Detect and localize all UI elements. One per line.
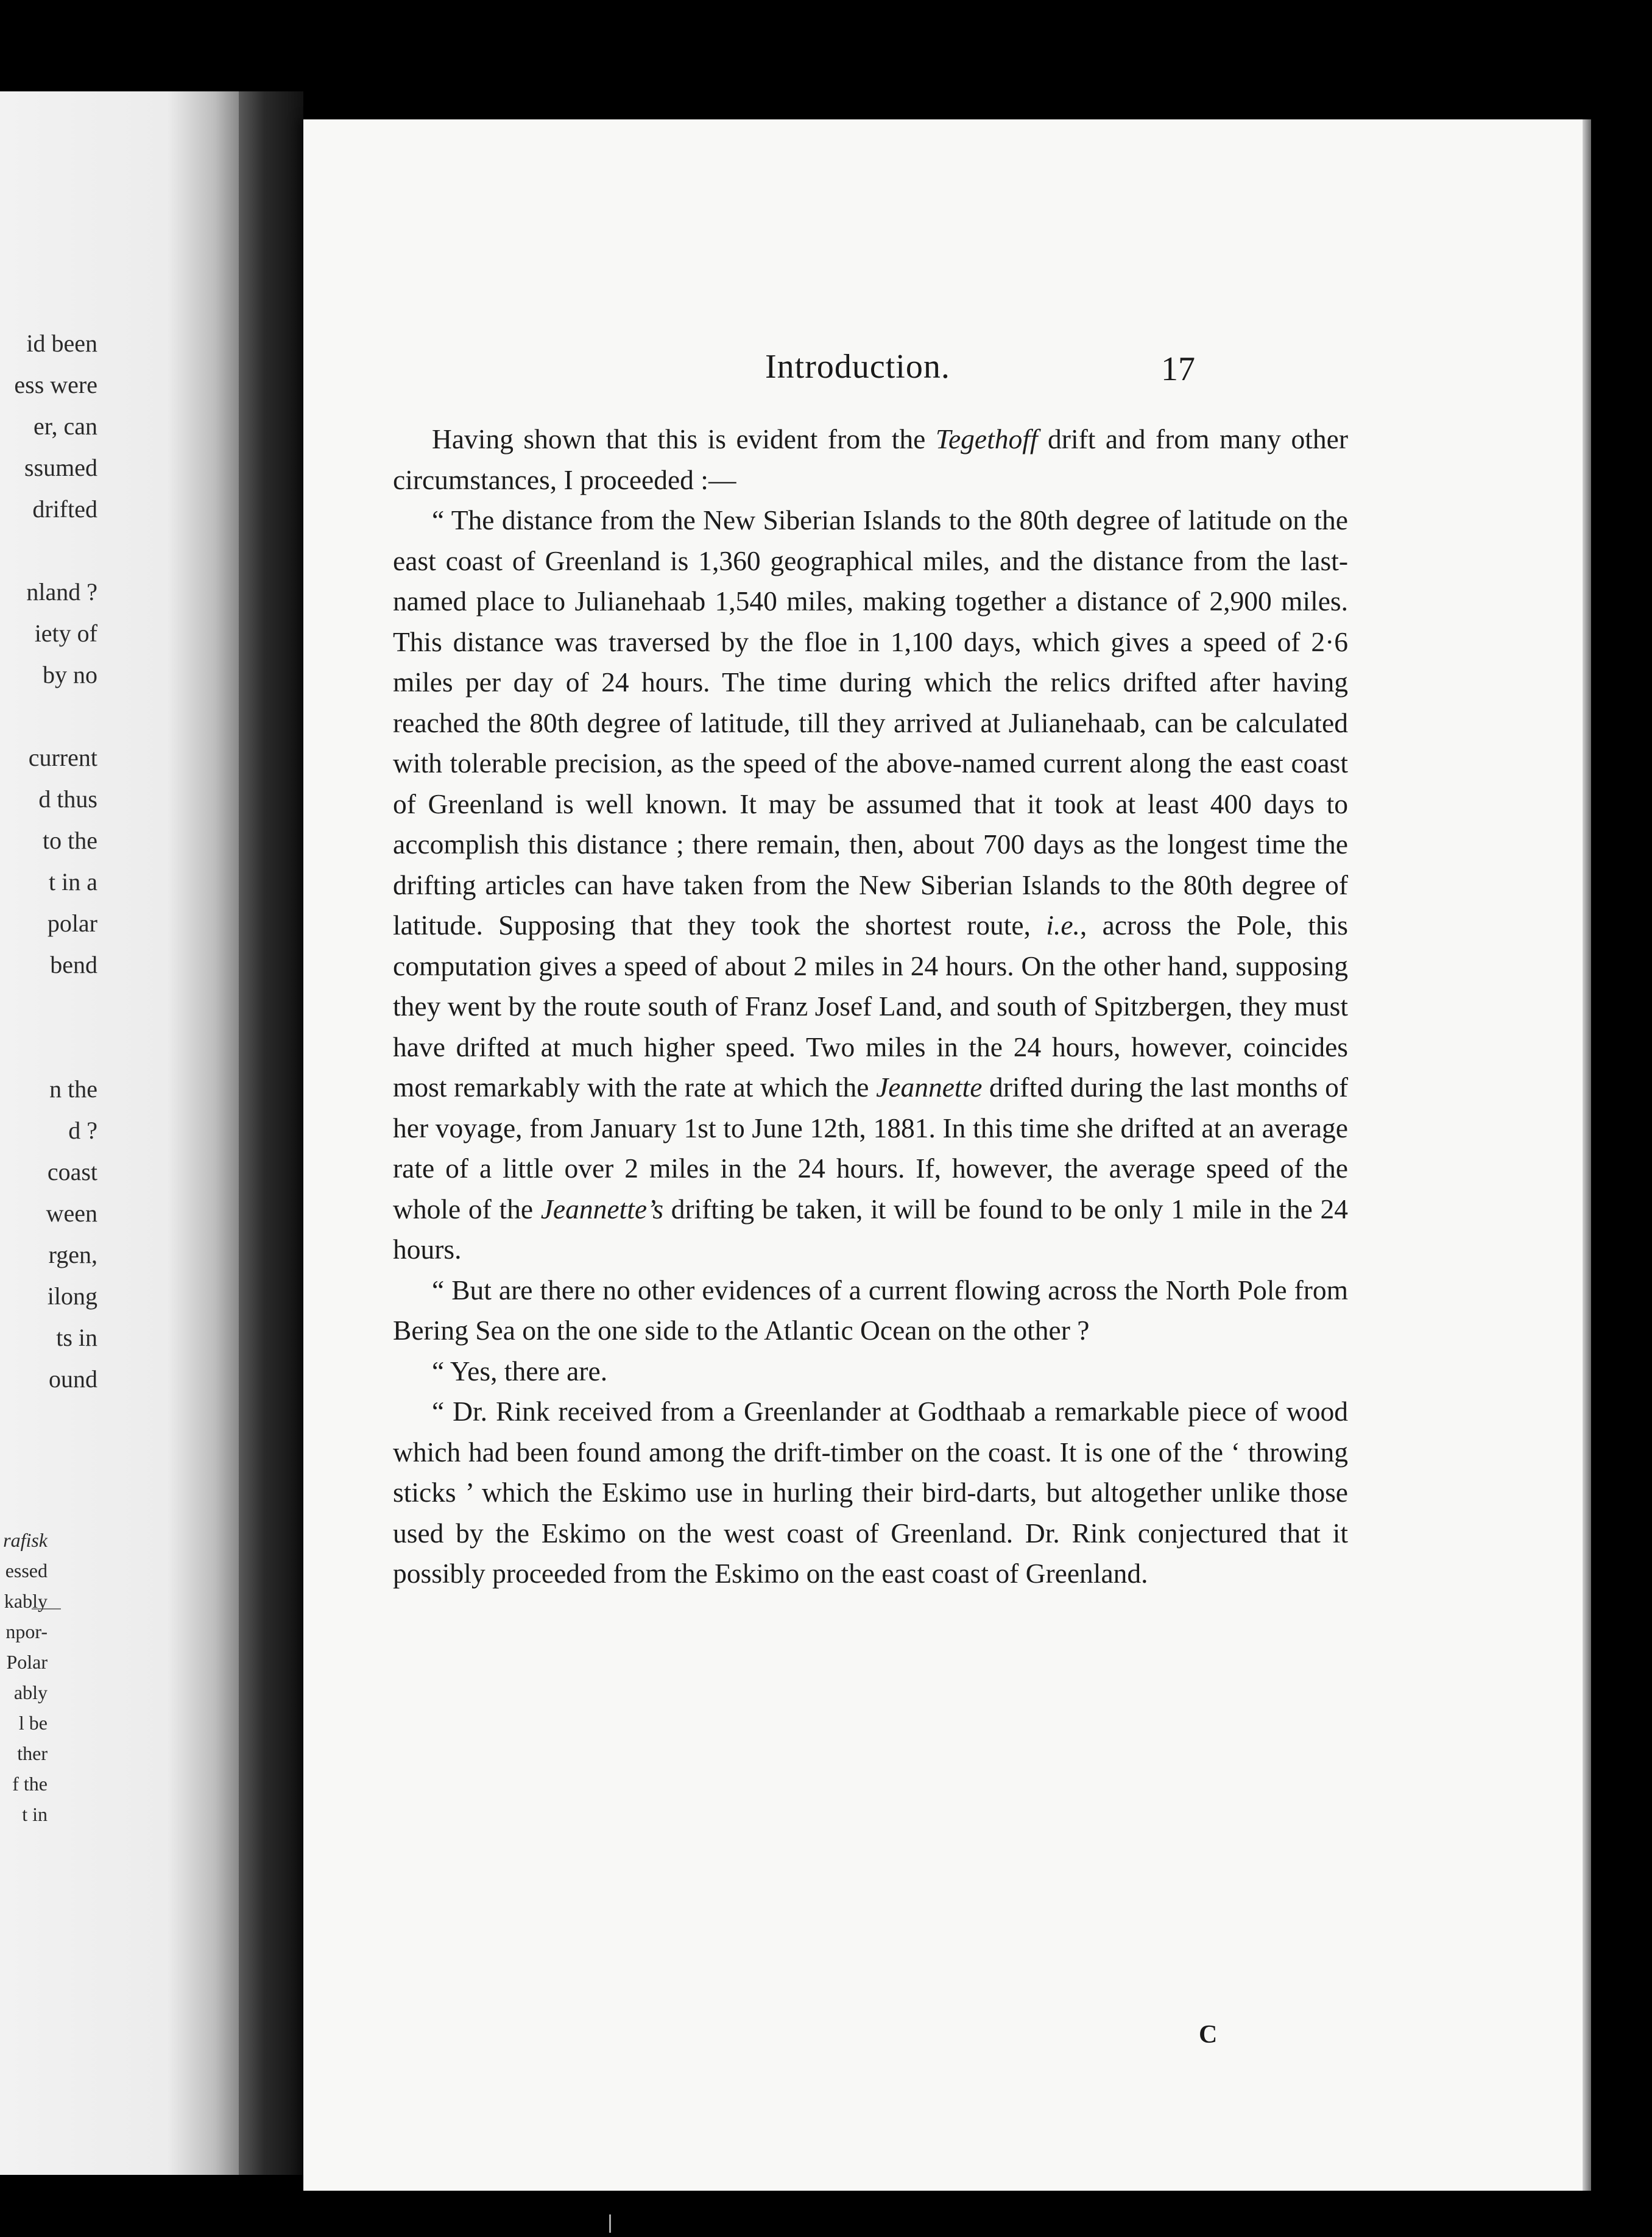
- body-text: [393, 419, 1348, 1594]
- paragraph: [393, 1391, 1348, 1594]
- facing-page-footnote-line: npor-: [5, 1620, 48, 1642]
- text-run: “ Dr. Rink received from a Greenlander at Godthaab a remarkable piece of wood which had been found among the drift-timber on the coast. It is one of the ‘ throwing sticks ’ which the Eskimo use in hurling their bird-darts, but altogether unlike those used by the Eskimo on the west coast of Greenland. Dr. Rink conjectured that it possibly proceeded from the Eskimo on the east coast of Greenland.: [393, 1396, 1348, 1589]
- paragraph: [393, 500, 1348, 1270]
- facing-page-line: polar: [47, 910, 97, 937]
- scan-artifact: [609, 2214, 611, 2233]
- facing-page-footnote-line: essed: [5, 1560, 48, 1581]
- facing-page-footnote-line: rafisk: [3, 1529, 48, 1551]
- facing-page-footnote-line: ably: [13, 1681, 48, 1703]
- paragraph: [393, 1351, 1348, 1392]
- paragraph: [393, 1270, 1348, 1351]
- text-run: “ Yes, there are.: [432, 1355, 608, 1387]
- italic-text: Tegethoff: [935, 423, 1038, 454]
- facing-page-line: nland ?: [26, 578, 97, 606]
- signature-mark: C: [1199, 2021, 1218, 2049]
- facing-page-line: ssumed: [24, 454, 97, 481]
- facing-page-line: d ?: [68, 1117, 97, 1144]
- text-run: drift and from many other circumstances, I proceeded :—: [393, 423, 1348, 495]
- book-page: [303, 119, 1583, 2191]
- facing-page-footnote-line: Polar: [6, 1651, 48, 1673]
- facing-page-line: ween: [46, 1200, 97, 1227]
- facing-page-line: drifted: [32, 495, 97, 523]
- facing-page-line: t in a: [49, 868, 97, 896]
- paragraph: [393, 419, 1348, 500]
- facing-page-line: ilong: [47, 1282, 97, 1310]
- facing-page-footnote-line: ther: [17, 1742, 48, 1764]
- page-number: 17: [1161, 350, 1195, 388]
- facing-page-line: ound: [49, 1365, 97, 1393]
- facing-page-footnote-line: kably: [4, 1590, 48, 1612]
- text-run: , across the Pole, this computation gives a speed of about 2 miles in 24 hours. On the other hand, supposing they went by the route south of Franz Josef Land, and south of Spitzbergen, they must have drifted at much higher speed. Two miles in the 24 hours, however, coincides most remarkably with the rate at which the: [393, 910, 1348, 1103]
- text-run: “ But are there no other evidences of a current flowing across the North Pole from Bering Sea on the one side to the Atlantic Ocean on the other ?: [393, 1274, 1348, 1346]
- facing-page-footnote-line: l be: [18, 1712, 48, 1734]
- italic-text: Jeannette: [876, 1072, 983, 1103]
- facing-page-line: n the: [49, 1075, 97, 1103]
- text-run: drifted during the last months of her voyage, from January 1st to June 12th, 1881. In this time she drifted at an average rate of a little over 2 miles in the 24 hours. If, however, the average speed of the whole of the: [393, 1072, 1348, 1225]
- facing-page-line: er, can: [34, 412, 97, 440]
- facing-page-line: d thus: [38, 785, 97, 813]
- running-head: Introduction.: [765, 348, 950, 386]
- facing-page-footnote-line: t in: [22, 1803, 48, 1825]
- facing-page-line: id been: [26, 330, 97, 357]
- facing-page-line: by no: [43, 661, 97, 688]
- facing-page-line: to the: [43, 827, 97, 854]
- facing-page-footnote-line: f the: [12, 1773, 48, 1795]
- facing-page-line: rgen,: [48, 1241, 97, 1268]
- facing-page-line: coast: [47, 1158, 97, 1186]
- text-run: “ The distance from the New Siberian Islands to the 80th degree of latitude on the east coast of Greenland is 1,360 geographical miles, and the distance from the last-named place to Julianehaab 1,540 miles, making together a distance of 2,900 miles. This distance was traversed by the floe in 1,100 days, which gives a speed of 2·6 miles per day of 24 hours. The time during which the relics drifted after having reached the 80th degree of latitude, till they arrived at Julianehaab, can be calculated with tolerable precision, as the speed of the above-named current along the east coast of Greenland is well known. It may be assumed that it took at least 400 days to accomplish this distance ; there remain, then, about 700 days as the longest time the drifting articles can have taken from the New Siberian Islands to the 80th degree of latitude. Supposing that they took the shortest route,: [393, 504, 1348, 941]
- text-run: drifting be taken, it will be found to be only 1 mile in the 24 hours.: [393, 1193, 1348, 1265]
- facing-page-line: current: [28, 744, 97, 771]
- facing-page-line: iety of: [34, 620, 97, 647]
- book-gutter: [239, 91, 303, 2175]
- italic-text: Jeannette’s: [540, 1193, 664, 1225]
- text-run: Having shown that this is evident from the: [432, 423, 936, 454]
- page-edge: [1583, 119, 1591, 2191]
- facing-page-line: ts in: [56, 1324, 97, 1351]
- facing-page-line: bend: [50, 951, 97, 978]
- italic-text: i.e.: [1046, 910, 1080, 941]
- facing-page-line: ess were: [14, 371, 97, 398]
- facing-page-fragment: [0, 91, 239, 2175]
